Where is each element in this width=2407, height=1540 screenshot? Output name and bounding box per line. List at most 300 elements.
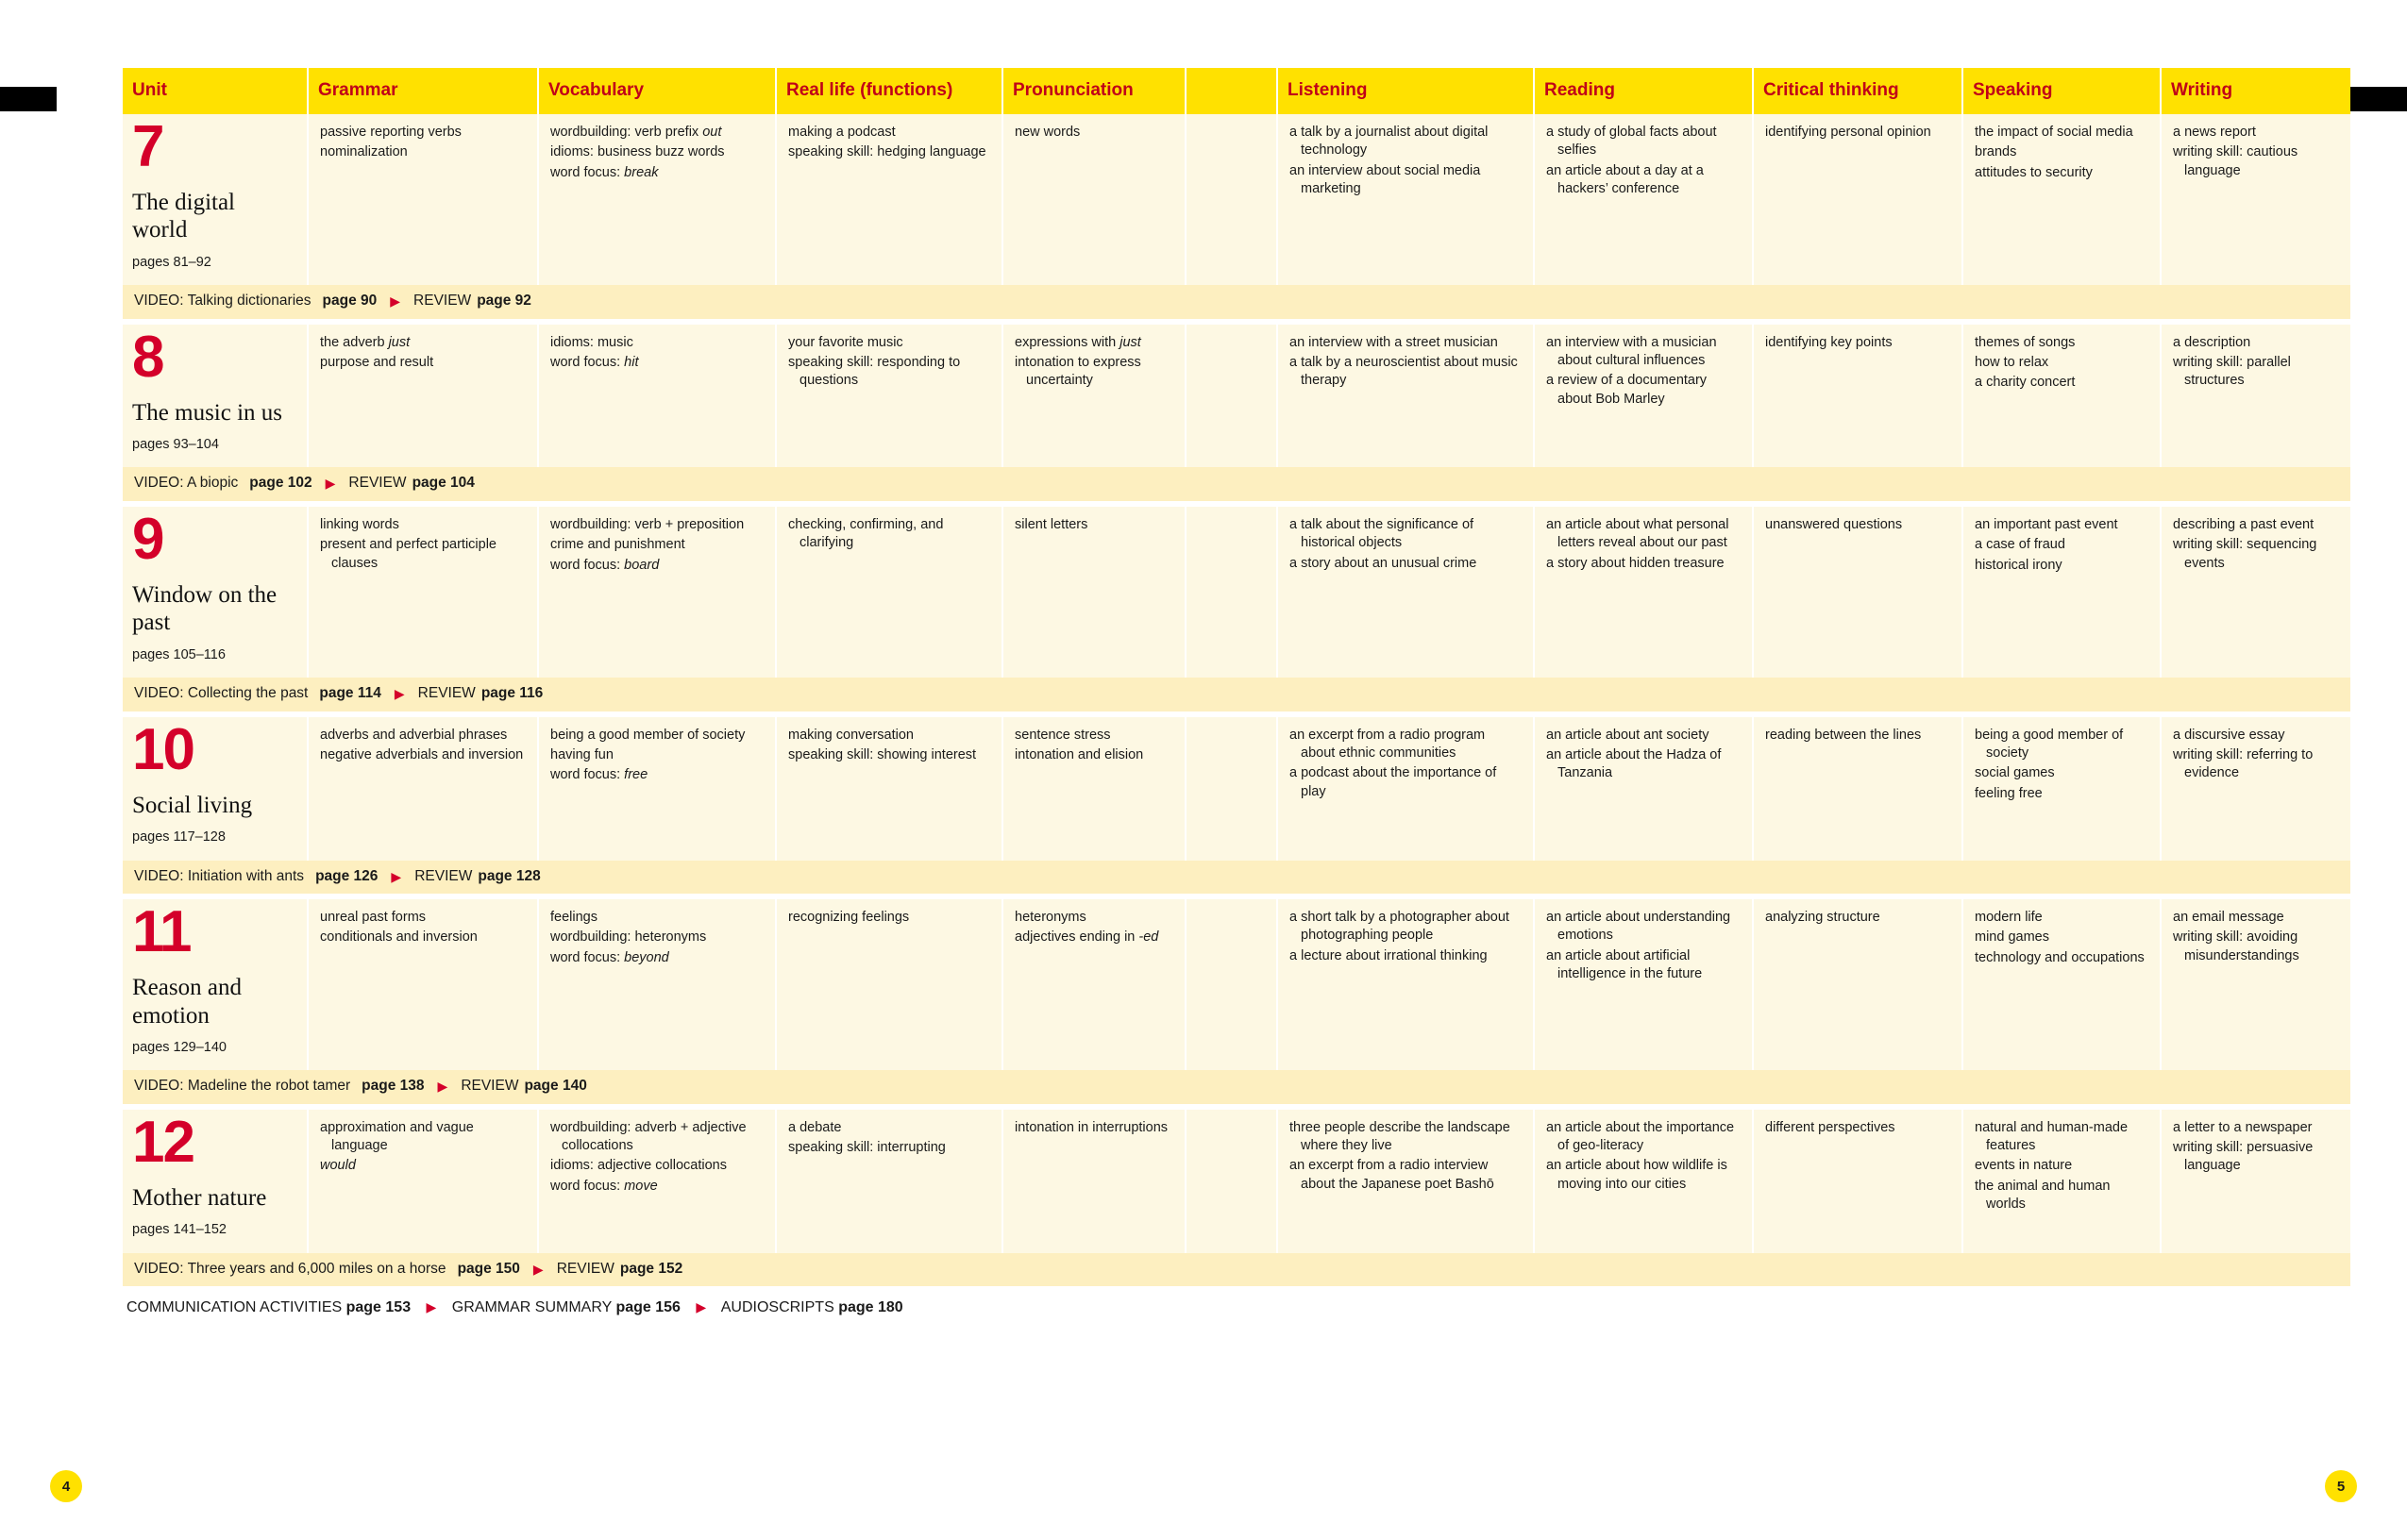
list-item: nominalization — [320, 144, 408, 160]
video-label[interactable]: VIDEO: Talking dictionaries — [134, 293, 311, 310]
column-header-pronunciation: Pronunciation — [1002, 68, 1186, 114]
unit-pages: pages 141–152 — [132, 1222, 227, 1238]
cell-speaking — [1962, 899, 2161, 1070]
cell-writing — [2161, 507, 2350, 678]
review-label[interactable]: REVIEW — [556, 1260, 614, 1277]
list-item: checking, confirming, and clarifying — [788, 517, 944, 551]
list-item: sentence stress — [1015, 727, 1111, 743]
cell-listening — [1277, 114, 1534, 285]
cell-writing — [2161, 1110, 2350, 1253]
list-item: being a good member of society — [1975, 727, 2124, 762]
table-row — [123, 325, 2350, 468]
video-review-band — [123, 285, 2350, 319]
cell-writing — [2161, 114, 2350, 285]
spacer-cell — [1186, 325, 1277, 468]
video-review-band — [123, 861, 2350, 895]
cell-list — [1546, 124, 1741, 198]
list-item: the impact of social media — [1975, 125, 2133, 140]
unit-title: Social living — [132, 792, 253, 818]
list-item: identifying personal opinion — [1765, 125, 1931, 140]
unit-title: Reason and emotion — [132, 975, 242, 1029]
list-item: an article about a day at a hackers’ conference — [1546, 162, 1704, 196]
list-item: mind games — [1975, 929, 2049, 946]
unit-pages: pages 81–92 — [132, 254, 211, 270]
unit-number: 12 — [132, 1109, 194, 1175]
cell-list — [1765, 909, 1950, 927]
cell-list — [550, 1119, 764, 1196]
list-item: a talk about the significance of historical objects — [1289, 517, 1474, 551]
cell-critical-thinking — [1753, 899, 1962, 1070]
list-item: different perspectives — [1765, 1119, 1895, 1135]
table-row — [123, 1110, 2350, 1253]
review-page: page 140 — [524, 1078, 587, 1095]
cell-speaking — [1962, 507, 2161, 678]
unit-number: 9 — [132, 507, 163, 573]
video-label[interactable]: VIDEO: Collecting the past — [134, 685, 309, 702]
table-body — [123, 114, 2350, 1286]
review-page: page 128 — [478, 867, 541, 884]
unit-cell — [123, 899, 308, 1070]
list-item: recognizing feelings — [788, 910, 910, 926]
list-item: identifying key points — [1765, 334, 1893, 350]
list-item: intonation in interruptions — [1015, 1119, 1169, 1135]
list-item: purpose and result — [320, 355, 434, 371]
list-item: intonation and elision — [1015, 747, 1144, 763]
cell-list — [788, 516, 990, 553]
cell-list — [1975, 516, 2148, 575]
list-item: natural and human-made features — [1975, 1119, 2129, 1154]
list-item: how to relax — [1975, 355, 2049, 371]
cell-pronunciation — [1002, 1110, 1186, 1253]
list-item: new words — [1015, 125, 1081, 140]
cell-list — [1015, 516, 1173, 534]
list-item: unreal past forms — [320, 910, 427, 926]
unit-number: 8 — [132, 324, 163, 390]
footer-links — [123, 1299, 2284, 1316]
column-header-writing: Writing — [2161, 68, 2350, 114]
video-review-band — [123, 1253, 2350, 1287]
list-item: a talk by a neuroscientist about music therapy — [1289, 355, 1518, 389]
cell-grammar — [308, 1110, 538, 1253]
footer-item-communication[interactable]: COMMUNICATION ACTIVITIES — [126, 1299, 343, 1316]
cell-list — [1289, 516, 1522, 573]
page-number-right: 5 — [2325, 1470, 2357, 1502]
cell-list — [1546, 727, 1741, 783]
cell-critical-thinking — [1753, 717, 1962, 861]
cell-vocabulary — [538, 325, 776, 468]
list-item: intonation to express uncertainty — [1015, 355, 1141, 389]
table-row — [123, 899, 2350, 1070]
cell-list — [320, 727, 526, 765]
column-header-vocabulary: Vocabulary — [538, 68, 776, 114]
list-item: writing skill: referring to evidence — [2173, 747, 2314, 781]
list-item: word focus: free — [550, 767, 648, 783]
spacer-cell — [1186, 507, 1277, 678]
cell-list — [1765, 1119, 1950, 1137]
cell-reading — [1534, 1110, 1753, 1253]
column-header-listening: Listening — [1277, 68, 1534, 114]
cell-list — [1015, 909, 1173, 947]
cell-reading — [1534, 717, 1753, 861]
list-item: a lecture about irrational thinking — [1289, 947, 1488, 963]
cell-list — [1546, 516, 1741, 573]
video-page: page 114 — [319, 685, 381, 702]
review-label[interactable]: REVIEW — [348, 475, 407, 492]
unit-number: 11 — [132, 899, 191, 965]
review-label[interactable]: REVIEW — [417, 685, 476, 702]
cell-list — [2173, 1119, 2339, 1176]
list-item: an article about the Hadza of Tanzania — [1546, 747, 1722, 781]
list-item: describing a past event — [2173, 517, 2314, 533]
list-item: a study of global facts about selfies — [1546, 125, 1717, 159]
list-item: an article about how wildlife is moving into our cities — [1546, 1158, 1727, 1192]
cell-reading — [1534, 507, 1753, 678]
cell-list — [2173, 727, 2339, 783]
unit-title: The digital world — [132, 189, 235, 243]
column-header-speaking: Speaking — [1962, 68, 2161, 114]
cell-listening — [1277, 325, 1534, 468]
cell-list — [550, 124, 764, 182]
list-item: idioms: music — [550, 334, 633, 350]
list-item: making conversation — [788, 727, 914, 743]
table-row — [123, 717, 2350, 861]
list-item: writing skill: avoiding misunderstandings — [2173, 929, 2299, 963]
unit-title: The music in us — [132, 399, 283, 426]
review-page: page 92 — [477, 293, 531, 310]
unit-title: Mother nature — [132, 1184, 267, 1211]
footer-item-audioscripts[interactable]: AUDIOSCRIPTS — [720, 1299, 834, 1316]
cell-list — [1765, 334, 1950, 352]
list-item: being a good member of society — [550, 727, 746, 743]
list-item: a case of fraud — [1975, 537, 2065, 553]
video-label[interactable]: VIDEO: Madeline the robot tamer — [134, 1078, 351, 1095]
cell-real-life — [776, 899, 1002, 1070]
cell-critical-thinking — [1753, 325, 1962, 468]
video-label[interactable]: VIDEO: A biopic — [134, 475, 239, 492]
review-label[interactable]: REVIEW — [414, 867, 473, 884]
cell-real-life — [776, 1110, 1002, 1253]
spacer-cell — [1186, 717, 1277, 861]
cell-grammar — [308, 114, 538, 285]
list-item: analyzing structure — [1765, 910, 1880, 926]
list-item: modern life — [1975, 910, 2043, 926]
cell-real-life — [776, 114, 1002, 285]
list-item: an article about ant society — [1546, 727, 1709, 743]
cell-grammar — [308, 507, 538, 678]
video-review-band — [123, 678, 2350, 711]
cell-list — [1975, 909, 2148, 967]
list-item: technology and occupations — [1975, 949, 2145, 965]
unit-cell — [123, 114, 308, 285]
list-item: crime and punishment — [550, 537, 685, 553]
list-item: speaking skill: interrupting — [788, 1140, 946, 1156]
video-review-cell — [123, 861, 2350, 895]
video-review-cell — [123, 1253, 2350, 1287]
list-item: a description — [2173, 334, 2251, 350]
list-item: the adverb just — [320, 334, 411, 350]
cell-vocabulary — [538, 1110, 776, 1253]
cell-speaking — [1962, 325, 2161, 468]
list-item: word focus: move — [550, 1178, 658, 1194]
spacer-cell — [1186, 899, 1277, 1070]
list-item: passive reporting verbs — [320, 125, 462, 140]
cell-list — [320, 334, 526, 373]
list-item: adjectives ending in -ed — [1015, 929, 1159, 946]
review-page: page 104 — [412, 475, 475, 492]
list-item: conditionals and inversion — [320, 929, 478, 946]
cell-pronunciation — [1002, 325, 1186, 468]
header-row — [123, 68, 2350, 114]
cell-list — [2173, 909, 2339, 965]
cell-list — [1975, 1119, 2148, 1214]
list-item: word focus: board — [550, 557, 660, 573]
cell-list — [1289, 727, 1522, 801]
video-review-band — [123, 1070, 2350, 1104]
review-label[interactable]: REVIEW — [461, 1078, 519, 1095]
cell-list — [1289, 124, 1522, 198]
cell-list — [1546, 909, 1741, 983]
arrow-icon: ▶ — [437, 1079, 448, 1095]
list-item: social games — [1975, 765, 2055, 781]
cell-list — [788, 727, 990, 765]
review-label[interactable]: REVIEW — [413, 293, 472, 310]
list-item: approximation and vague language — [320, 1119, 474, 1154]
cell-reading — [1534, 899, 1753, 1070]
cell-vocabulary — [538, 114, 776, 285]
unit-pages: pages 93–104 — [132, 437, 219, 453]
cell-pronunciation — [1002, 114, 1186, 285]
list-item: negative adverbials and inversion — [320, 747, 524, 763]
list-item: an interview with a street musician — [1289, 334, 1498, 350]
list-item: wordbuilding: verb prefix out — [550, 125, 722, 140]
cell-vocabulary — [538, 899, 776, 1070]
video-review-band — [123, 467, 2350, 501]
cell-list — [788, 334, 990, 391]
column-header-critical-thinking: Critical thinking — [1753, 68, 1962, 114]
cell-grammar — [308, 325, 538, 468]
list-item: an article about what personal letters reveal about our past — [1546, 517, 1729, 551]
unit-cell — [123, 507, 308, 678]
unit-cell — [123, 1110, 308, 1253]
cell-list — [1289, 909, 1522, 965]
video-label[interactable]: VIDEO: Initiation with ants — [134, 867, 305, 884]
arrow-icon: ▶ — [426, 1299, 437, 1315]
cell-list — [550, 516, 764, 575]
list-item: speaking skill: hedging language — [788, 144, 986, 160]
cell-list — [2173, 516, 2339, 573]
list-item: speaking skill: responding to questions — [788, 355, 961, 389]
unit-pages: pages 117–128 — [132, 829, 226, 845]
cell-vocabulary — [538, 507, 776, 678]
list-item: word focus: beyond — [550, 949, 669, 965]
cell-speaking — [1962, 1110, 2161, 1253]
unit-cell — [123, 717, 308, 861]
list-item: wordbuilding: heteronyms — [550, 929, 707, 946]
unit-number: 7 — [132, 114, 163, 179]
cell-real-life — [776, 507, 1002, 678]
list-item: an interview with a musician about cultural influences — [1546, 334, 1717, 369]
list-item: silent letters — [1015, 517, 1088, 533]
cell-writing — [2161, 899, 2350, 1070]
footer-page-audioscripts: page 180 — [838, 1299, 903, 1316]
column-header-unit: Unit — [123, 68, 308, 114]
cell-list — [1015, 1119, 1173, 1137]
list-item: a talk by a journalist about digital technology — [1289, 125, 1489, 159]
arrow-icon: ▶ — [696, 1299, 707, 1315]
footer-item-grammar-summary[interactable]: GRAMMAR SUMMARY — [451, 1299, 612, 1316]
contents-table — [123, 68, 2350, 1286]
column-header-spacer — [1186, 68, 1277, 114]
unit-title: Window on the past — [132, 581, 278, 636]
cell-list — [788, 909, 990, 927]
cell-list — [320, 1119, 526, 1176]
list-item: an important past event — [1975, 517, 2118, 533]
list-item: speaking skill: showing interest — [788, 747, 977, 763]
cell-vocabulary — [538, 717, 776, 861]
cell-grammar — [308, 899, 538, 1070]
list-item: an email message — [2173, 910, 2284, 926]
list-item: events in nature — [1975, 1158, 2073, 1174]
cell-critical-thinking — [1753, 1110, 1962, 1253]
list-item: idioms: business buzz words — [550, 144, 725, 160]
list-item: a review of a documentary about Bob Marley — [1546, 373, 1708, 407]
list-item: an excerpt from a radio program about ethnic communities — [1289, 727, 1486, 762]
cell-list — [320, 124, 526, 162]
cell-list — [2173, 334, 2339, 391]
cell-pronunciation — [1002, 899, 1186, 1070]
cell-list — [1289, 334, 1522, 391]
table-header — [123, 68, 2350, 114]
cell-critical-thinking — [1753, 114, 1962, 285]
cell-grammar — [308, 717, 538, 861]
cell-reading — [1534, 114, 1753, 285]
cell-writing — [2161, 717, 2350, 861]
cell-list — [788, 1119, 990, 1158]
cell-list — [1015, 727, 1173, 765]
cell-list — [550, 334, 764, 373]
list-item: writing skill: parallel structures — [2173, 355, 2291, 389]
cell-list — [1765, 124, 1950, 142]
cell-real-life — [776, 717, 1002, 861]
spacer-cell — [1186, 1110, 1277, 1253]
list-item: a debate — [788, 1119, 842, 1135]
cell-list — [1546, 1119, 1741, 1194]
list-item: feeling free — [1975, 785, 2043, 801]
video-page: page 90 — [322, 293, 378, 310]
cell-writing — [2161, 325, 2350, 468]
cell-list — [1015, 124, 1173, 142]
cell-list — [1975, 727, 2148, 803]
list-item: a story about hidden treasure — [1546, 555, 1725, 571]
cell-list — [1289, 1119, 1522, 1194]
column-header-real-life: Real life (functions) — [776, 68, 1002, 114]
cell-list — [550, 727, 764, 785]
arrow-icon: ▶ — [390, 293, 401, 310]
column-header-grammar: Grammar — [308, 68, 538, 114]
cell-listening — [1277, 717, 1534, 861]
list-item: brands — [1975, 144, 2017, 160]
unit-pages: pages 129–140 — [132, 1040, 227, 1056]
unit-pages: pages 105–116 — [132, 646, 226, 662]
list-item: an article about understanding emotions — [1546, 910, 1731, 944]
cell-pronunciation — [1002, 717, 1186, 861]
cell-listening — [1277, 899, 1534, 1070]
unit-cell — [123, 325, 308, 468]
cell-list — [1975, 334, 2148, 393]
arrow-icon: ▶ — [325, 476, 336, 492]
footer-page-grammar-summary: page 156 — [615, 1299, 681, 1316]
cell-list — [550, 909, 764, 967]
list-item: would — [320, 1158, 356, 1174]
list-item: heteronyms — [1015, 910, 1086, 926]
spacer-cell — [1186, 114, 1277, 285]
list-item: feelings — [550, 910, 598, 926]
table-row — [123, 507, 2350, 678]
unit-number: 10 — [132, 716, 194, 782]
review-page: page 152 — [619, 1260, 683, 1277]
cell-reading — [1534, 325, 1753, 468]
arrow-icon: ▶ — [394, 686, 405, 702]
list-item: three people describe the landscape where they live — [1289, 1119, 1510, 1154]
cell-list — [2173, 124, 2339, 180]
list-item: a charity concert — [1975, 375, 2076, 391]
table-row — [123, 114, 2350, 285]
cell-list — [1765, 516, 1950, 534]
list-item: a discursive essay — [2173, 727, 2285, 743]
cell-listening — [1277, 1110, 1534, 1253]
video-review-cell — [123, 1070, 2350, 1104]
cell-list — [1546, 334, 1741, 409]
arrow-icon: ▶ — [391, 868, 402, 884]
list-item: writing skill: persuasive language — [2173, 1140, 2314, 1174]
list-item: reading between the lines — [1765, 727, 1922, 743]
list-item: writing skill: cautious language — [2173, 144, 2298, 178]
list-item: a short talk by a photographer about photographing people — [1289, 910, 1509, 944]
list-item: adverbs and adverbial phrases — [320, 727, 508, 743]
arrow-icon: ▶ — [532, 1261, 544, 1277]
cell-list — [788, 124, 990, 162]
list-item: an article about the importance of geo-literacy — [1546, 1119, 1735, 1154]
footer-page-communication: page 153 — [345, 1299, 412, 1316]
list-item: historical irony — [1975, 557, 2062, 573]
cell-list — [320, 516, 526, 573]
list-item: themes of songs — [1975, 334, 2076, 350]
list-item: an excerpt from a radio interview about the Japanese poet Bashō — [1289, 1158, 1494, 1192]
cell-speaking — [1962, 717, 2161, 861]
list-item: a story about an unusual crime — [1289, 555, 1477, 571]
video-page: page 126 — [315, 867, 379, 884]
video-review-cell — [123, 467, 2350, 501]
list-item: wordbuilding: adverb + adjective collocations — [550, 1119, 747, 1154]
list-item: making a podcast — [788, 125, 896, 140]
list-item: a news report — [2173, 125, 2256, 140]
video-review-cell — [123, 678, 2350, 711]
list-item: a letter to a newspaper — [2173, 1119, 2313, 1135]
list-item: present and perfect participle clauses — [320, 537, 497, 571]
list-item: word focus: break — [550, 164, 659, 180]
video-label[interactable]: VIDEO: Three years and 6,000 miles on a horse — [134, 1260, 446, 1277]
page-number-left: 4 — [50, 1470, 82, 1502]
list-item: a podcast about the importance of play — [1289, 765, 1497, 799]
list-item: attitudes to security — [1975, 164, 2093, 180]
list-item: an article about artificial intelligence in the future — [1546, 947, 1703, 981]
list-item: having fun — [550, 747, 614, 763]
cell-real-life — [776, 325, 1002, 468]
cell-listening — [1277, 507, 1534, 678]
list-item: your favorite music — [788, 334, 903, 350]
cell-list — [320, 909, 526, 947]
list-item: the animal and human worlds — [1975, 1178, 2111, 1213]
